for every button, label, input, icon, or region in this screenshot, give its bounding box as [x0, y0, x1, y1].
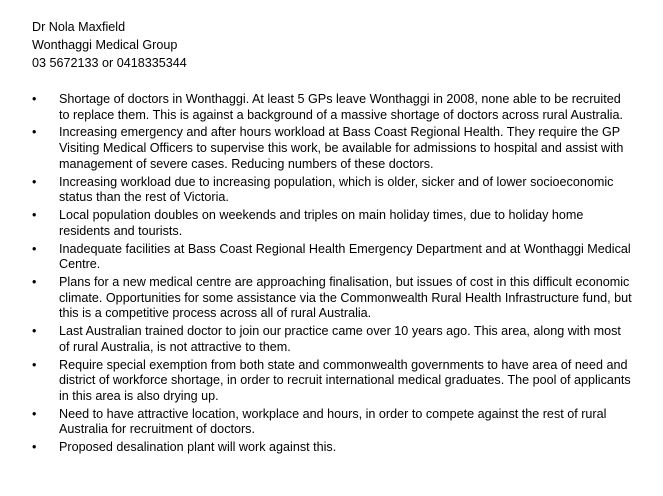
list-item-text: Increasing workload due to increasing population, which is older, sicker and of lower socioeconomic status than the rest of Victoria.: [59, 174, 614, 205]
list-item: [32, 175, 632, 206]
list-item-text: Increasing emergency and after hours workload at Bass Coast Regional Health. They require the GP Visiting Medical Officers to supervise this work, be available for admissions to hospital and assist with management of severe cases. Reducing numbers of these doctors.: [59, 125, 624, 171]
list-item-text: Need to have attractive location, workplace and hours, in order to compete against the rest of rural Australia for recruitment of doctors.: [59, 406, 607, 437]
list-item: [32, 275, 632, 322]
bullet-icon: •: [32, 241, 37, 256]
bullet-icon: •: [32, 174, 37, 189]
bullet-icon: •: [32, 92, 37, 106]
contact-header: [32, 18, 187, 72]
bullet-icon: •: [32, 440, 37, 455]
list-item: [32, 92, 632, 123]
bullet-icon: •: [32, 406, 37, 421]
list-item: [32, 440, 632, 456]
list-item-text: Shortage of doctors in Wonthaggi. At least 5 GPs leave Wonthaggi in 2008, none able to be recruited to replace them. This is against a background of a massive shortage of doctors across rural Australia.: [59, 92, 623, 122]
bullet-icon: •: [32, 357, 37, 372]
list-item: [32, 358, 632, 405]
bullet-icon: •: [32, 324, 37, 339]
organization-name: Wonthaggi Medical Group: [32, 38, 178, 52]
list-item-text: Last Australian trained doctor to join our practice came over 10 years ago. This area, along with most of rural Australia, is not attractive to them.: [59, 324, 621, 354]
list-item-text: Local population doubles on weekends and triples on main holiday times, due to holiday home residents and tourists.: [59, 208, 584, 238]
list-item-text: Proposed desalination plant will work against this.: [59, 440, 337, 455]
issues-list: [32, 92, 632, 458]
list-item: [32, 407, 632, 438]
list-item-text: Require special exemption from both state and commonwealth governments to have area of need and district of workforce shortage, in order to recruit international medical graduates. The pool of applicants in this area is also drying up.: [59, 357, 631, 403]
list-item-text: Plans for a new medical centre are approaching finalisation, but issues of cost in this difficult economic climate. Opportunities for some assistance via the Commonwealth Rural Health Infrastructure fund, but this is a competitive process across all of rural Australia.: [59, 275, 632, 321]
list-item: [32, 324, 632, 355]
bullet-icon: •: [32, 208, 37, 223]
bullet-icon: •: [32, 125, 37, 140]
phone-numbers: 03 5672133 or 0418335344: [32, 56, 187, 70]
author-name: Dr Nola Maxfield: [32, 20, 126, 34]
list-item: [32, 208, 632, 239]
bullet-icon: •: [32, 275, 37, 290]
list-item-text: Inadequate facilities at Bass Coast Regional Health Emergency Department and at Wonthaggi Medical Centre.: [59, 241, 631, 272]
list-item: [32, 125, 632, 172]
list-item: [32, 242, 632, 273]
